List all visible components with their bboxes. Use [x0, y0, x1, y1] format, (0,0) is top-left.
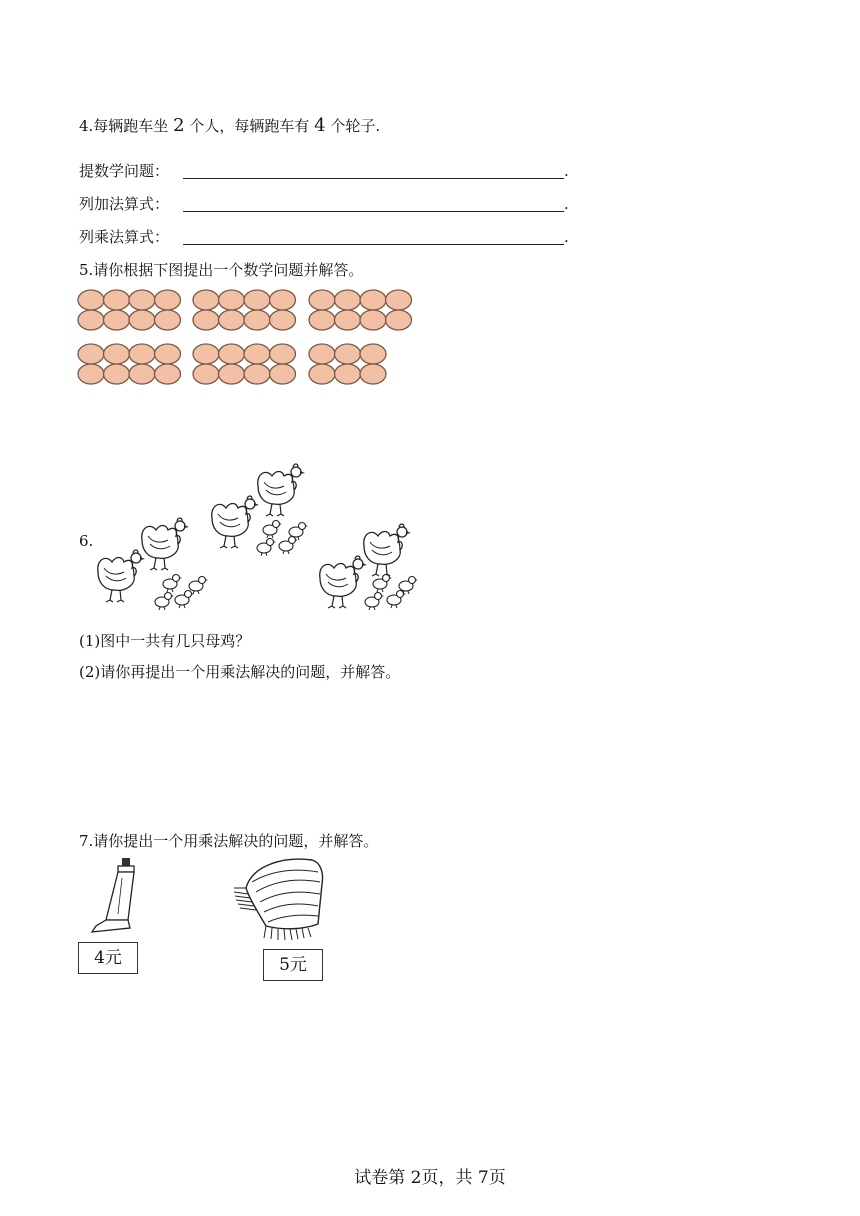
egg-icon [309, 344, 335, 364]
egg-icon [335, 310, 361, 330]
egg-icon [219, 290, 245, 310]
hen-icon [258, 464, 305, 516]
chick-icon [365, 593, 384, 611]
egg-icon [129, 310, 155, 330]
egg-group [309, 290, 412, 330]
egg-picture [0, 0, 860, 400]
egg-icon [309, 364, 335, 384]
egg-icon [129, 364, 155, 384]
egg-icon [244, 344, 270, 364]
egg-icon [219, 344, 245, 364]
egg-group [78, 344, 181, 384]
chick-icon [189, 577, 208, 595]
q6-sub2: (2)请你再提出一个用乘法解决的问题，并解答。 [79, 663, 401, 681]
egg-icon [360, 310, 386, 330]
egg-icon [155, 364, 181, 384]
egg-icon [335, 290, 361, 310]
egg-icon [270, 290, 296, 310]
egg-icon [155, 290, 181, 310]
chick-icon [175, 591, 194, 609]
egg-icon [104, 290, 130, 310]
scarf-icon [232, 852, 332, 942]
q4-addition-label: 列加法算式： [79, 195, 170, 213]
egg-icon [270, 364, 296, 384]
q6-number: 6. [79, 532, 94, 550]
chick-icon [387, 591, 406, 609]
egg-icon [219, 364, 245, 384]
egg-icon [104, 310, 130, 330]
q4-num-people: 2 [173, 115, 185, 136]
toothpaste-price-tag: 4元 [78, 942, 138, 974]
egg-group [309, 344, 386, 384]
egg-icon [219, 310, 245, 330]
egg-icon [104, 364, 130, 384]
chick-icon [279, 537, 298, 555]
egg-icon [193, 290, 219, 310]
page-footer: 试卷第 2页，共 7页 [354, 1168, 506, 1188]
hen-icon [98, 550, 145, 602]
chick-icon [257, 539, 276, 557]
egg-icon [270, 310, 296, 330]
q4-stem-a: 4.每辆跑车坐 [79, 117, 169, 135]
egg-group [78, 290, 181, 330]
toothpaste-icon [88, 858, 148, 938]
egg-icon [360, 290, 386, 310]
chick-icon [373, 575, 392, 593]
egg-icon [193, 344, 219, 364]
egg-group [193, 290, 296, 330]
egg-icon [155, 344, 181, 364]
q4-addition-end: . [564, 195, 569, 213]
egg-icon [244, 310, 270, 330]
hen-icon [364, 524, 411, 576]
egg-icon [78, 310, 104, 330]
chick-icon [163, 575, 182, 593]
chick-icon [263, 521, 282, 539]
egg-icon [78, 344, 104, 364]
scarf-price-tag: 5元 [263, 949, 323, 981]
q5-stem: 5.请你根据下图提出一个数学问题并解答。 [79, 261, 364, 279]
egg-icon [193, 364, 219, 384]
egg-icon [78, 290, 104, 310]
egg-icon [270, 344, 296, 364]
hen-icon [212, 496, 259, 548]
egg-icon [104, 344, 130, 364]
q4-stem-b: 个人，每辆跑车有 [189, 117, 310, 135]
q4-multiplication-end: . [564, 228, 569, 246]
egg-icon [335, 344, 361, 364]
egg-icon [360, 344, 386, 364]
egg-icon [386, 290, 412, 310]
q4-question-label: 提数学问题： [79, 162, 170, 180]
hens-and-chicks-picture [90, 460, 430, 610]
q6-sub1: (1)图中一共有几只母鸡？ [79, 632, 251, 650]
q4-num-wheels: 4 [314, 115, 326, 136]
egg-icon [360, 364, 386, 384]
egg-icon [155, 310, 181, 330]
egg-icon [193, 310, 219, 330]
egg-icon [129, 344, 155, 364]
q4-question-end: . [564, 162, 569, 180]
q7-stem: 7.请你提出一个用乘法解决的问题，并解答。 [79, 832, 379, 850]
egg-icon [78, 364, 104, 384]
egg-icon [244, 364, 270, 384]
egg-icon [386, 310, 412, 330]
egg-icon [309, 310, 335, 330]
egg-icon [335, 364, 361, 384]
q4-multiplication-label: 列乘法算式： [79, 228, 170, 246]
hen-icon [320, 556, 367, 608]
egg-icon [309, 290, 335, 310]
egg-icon [129, 290, 155, 310]
q4-stem-c: 个轮子. [330, 117, 381, 135]
hen-icon [142, 518, 189, 570]
chick-icon [155, 593, 174, 611]
egg-icon [244, 290, 270, 310]
egg-group [193, 344, 296, 384]
